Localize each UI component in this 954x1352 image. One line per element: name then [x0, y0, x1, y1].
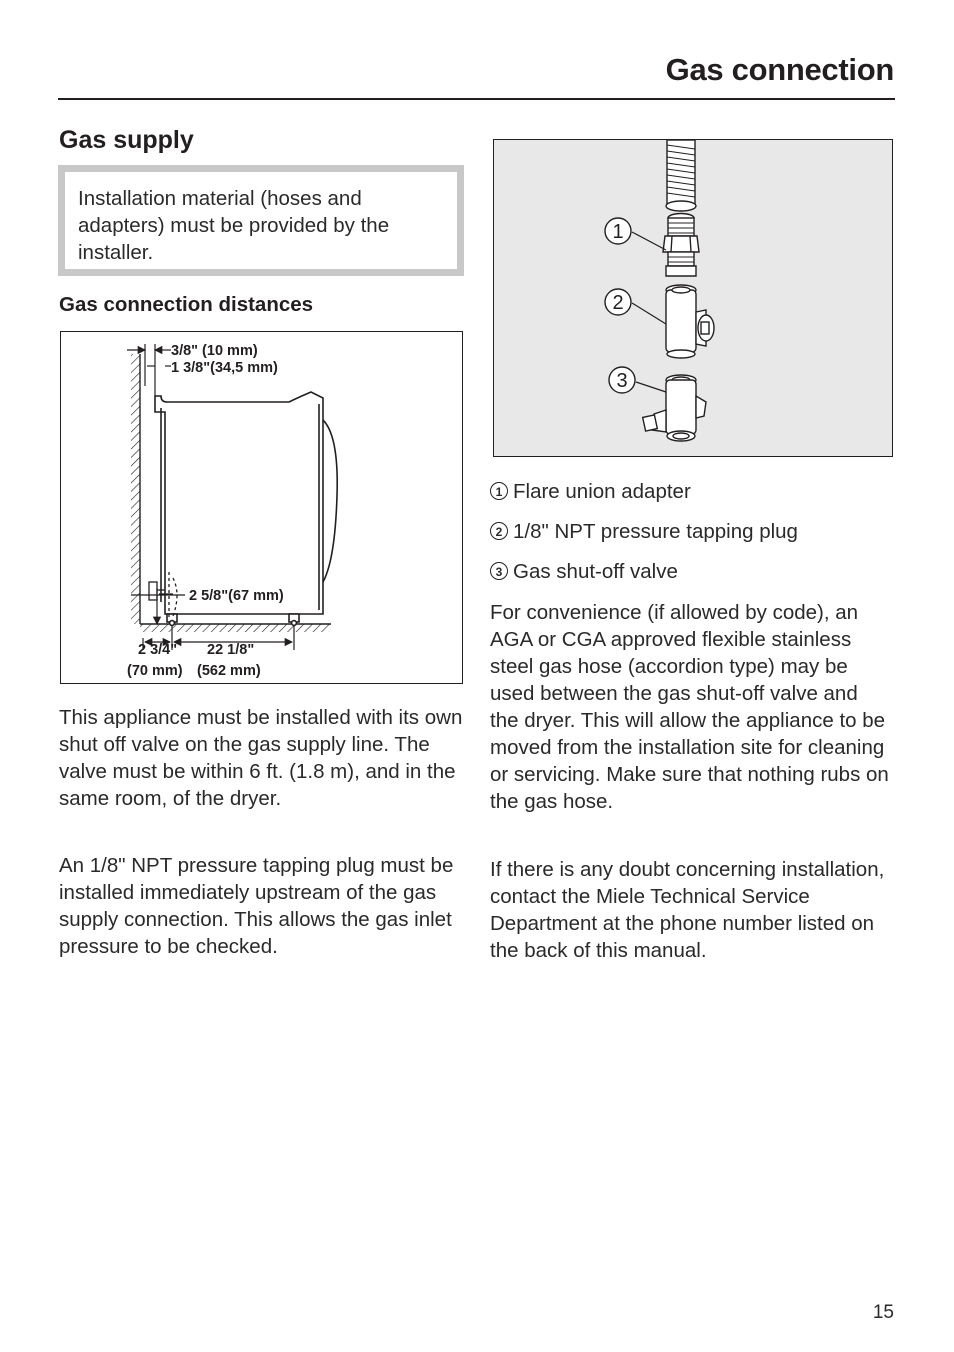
tapping-plug-paragraph: An 1/8" NPT pressure tapping plug must be installed immediately upstream of the gas supply connection. This allows the gas inlet pressure to be checked. [59, 854, 454, 958]
legend-label-2: 1/8" NPT pressure tapping plug [513, 520, 798, 543]
callout-1 [605, 218, 631, 244]
flexible-hose-paragraph: For convenience (if allowed by code), an AGA or CGA approved flexible stainless steel gas hose (accordion type) may be used between the gas shut-off valve and the dryer. This will allow the appliance to be moved from the installation site for cleaning or servicing. Make sure that nothing rubs on the gas hose. [490, 601, 889, 813]
legend-item-flare-union-adapter [490, 478, 691, 505]
installation-note-box [58, 165, 464, 276]
callout-3-number: 3 [616, 370, 628, 392]
accordion-hose [666, 140, 696, 211]
wall-hatching [131, 354, 140, 624]
legend-item-tapping-plug [490, 518, 798, 545]
legend-number-2: 2 [490, 522, 508, 540]
wall-to-foot-mm-label: (70 mm) [127, 663, 183, 679]
legend-label-3: Gas shut-off valve [513, 560, 678, 583]
callout-2 [605, 289, 631, 315]
gas-shutoff-valve [643, 375, 706, 441]
top-gap-label: 3/8" (10 mm) [171, 343, 258, 359]
legend-item-shutoff-valve [490, 558, 678, 585]
page-number: 15 [872, 1302, 894, 1323]
section-title: Gas supply [59, 126, 194, 154]
gas-connection-distances-diagram [60, 331, 463, 684]
dryer-outline [155, 392, 337, 614]
pressure-tapping-tee [666, 285, 714, 358]
shutoff-valve-paragraph: This appliance must be installed with its own shut off valve on the gas supply line. The valve must be within 6 ft. (1.8 m), and in the same room, of the dryer. [59, 706, 463, 810]
callout-1-number: 1 [612, 221, 624, 243]
floor-hatching [140, 624, 331, 632]
title-divider [58, 98, 895, 100]
distances-heading: Gas connection distances [59, 293, 314, 316]
legend-label-1: Flare union adapter [513, 480, 691, 503]
wall-to-foot-label: 2 3/4" [138, 642, 178, 658]
callout-3 [609, 367, 635, 393]
foot-to-foot-label: 22 1/8" [207, 642, 255, 658]
page-title: Gas connection [665, 52, 894, 87]
installation-note-text: Installation material (hoses and adapters) must be provided by the installer. [65, 172, 457, 269]
legend-number-3: 3 [490, 562, 508, 580]
top-depth-label: 1 3/8"(34,5 mm) [171, 360, 278, 376]
gas-fittings-illustration [493, 139, 893, 457]
flare-union-adapter [663, 214, 699, 277]
foot-to-foot-mm-label: (562 mm) [197, 663, 261, 679]
callout-leaders [632, 232, 666, 392]
legend-number-1: 1 [490, 482, 508, 500]
inlet-height-label: 2 5/8"(67 mm) [189, 588, 284, 604]
callout-2-number: 2 [612, 292, 624, 314]
service-contact-paragraph: If there is any doubt concerning installation, contact the Miele Technical Service Department at the phone number listed on the back of this manual. [490, 858, 885, 962]
